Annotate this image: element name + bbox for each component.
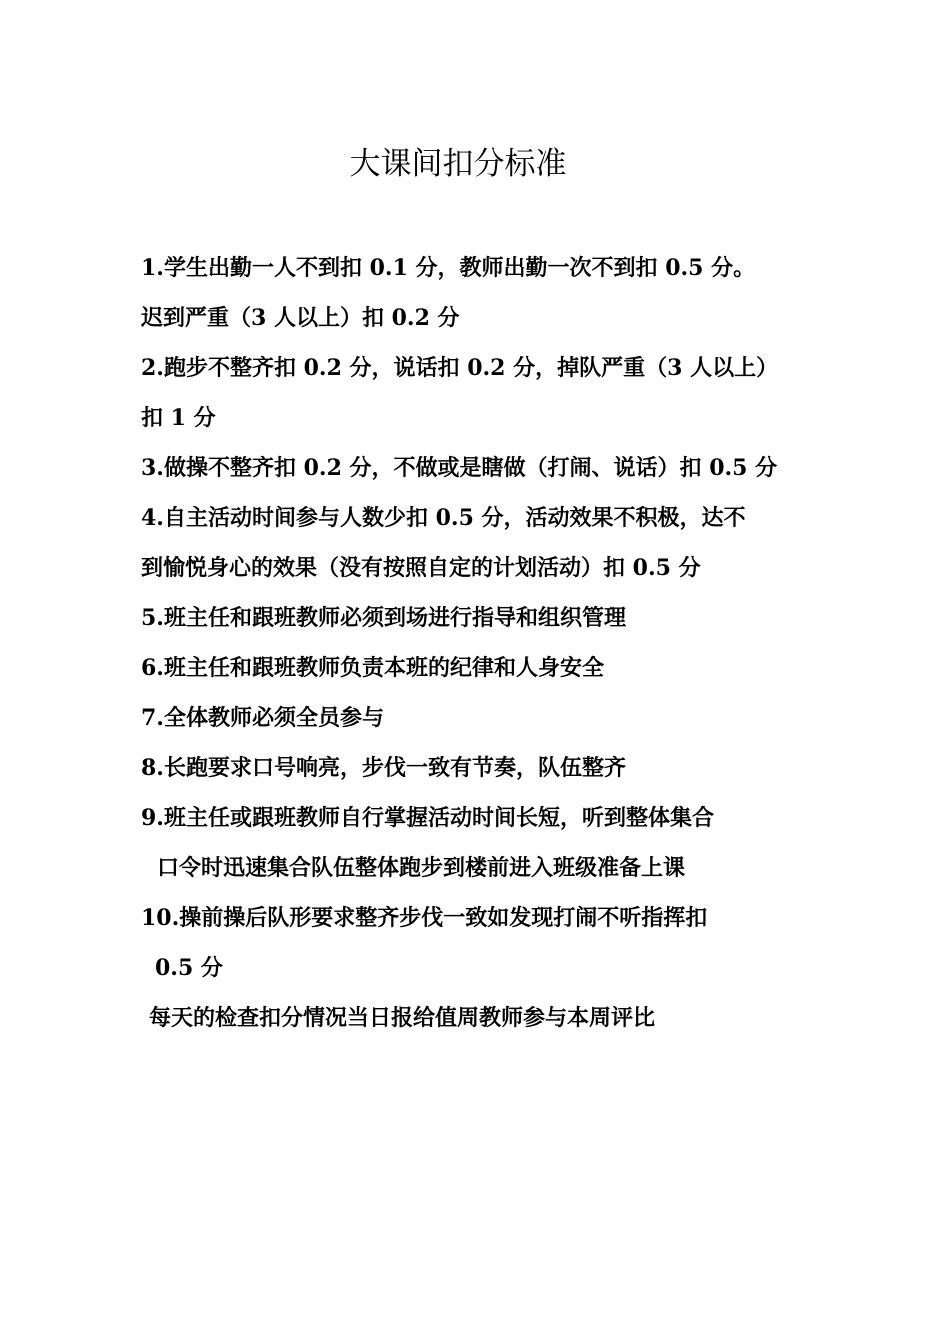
rule-line-7: 7.全体教师必须全员参与 [141,705,384,731]
rule-line-2: 2.跑步不整齐扣 0.2 分，说话扣 0.2 分，掉队严重（3 人以上） [141,355,779,381]
closing-note: 每天的检查扣分情况当日报给值周教师参与本周评比 [149,1005,656,1031]
rule-line-1: 1.学生出勤一人不到扣 0.1 分，教师出勤一次不到扣 0.5 分。 [141,255,756,281]
rule-line-2-cont: 扣 1 分 [141,405,216,431]
document-body [141,243,821,1043]
rule-line-10: 10.操前操后队形要求整齐步伐一致如发现打闹不听指挥扣 [141,905,708,931]
document-title: 大课间扣分标准 [349,146,567,182]
rule-line-9: 9.班主任或跟班教师自行掌握活动时间长短，听到整体集合 [141,805,714,831]
rule-line-1-cont: 迟到严重（3 人以上）扣 0.2 分 [141,305,460,331]
rule-line-4-cont: 到愉悦身心的效果（没有按照自定的计划活动）扣 0.5 分 [141,555,701,581]
rule-line-4: 4.自主活动时间参与人数少扣 0.5 分，活动效果不积极，达不 [141,505,746,531]
rule-line-10-cont: 0.5 分 [155,955,223,981]
rule-line-9-cont: 口令时迅速集合队伍整体跑步到楼前进入班级准备上课 [157,855,686,881]
rule-line-8: 8.长跑要求口号响亮，步伐一致有节奏，队伍整齐 [141,755,626,781]
rule-line-3: 3.做操不整齐扣 0.2 分，不做或是瞎做（打闹、说话）扣 0.5 分 [141,455,778,481]
rule-line-5: 5.班主任和跟班教师必须到场进行指导和组织管理 [141,605,626,631]
rule-line-6: 6.班主任和跟班教师负责本班的纪律和人身安全 [141,655,604,681]
